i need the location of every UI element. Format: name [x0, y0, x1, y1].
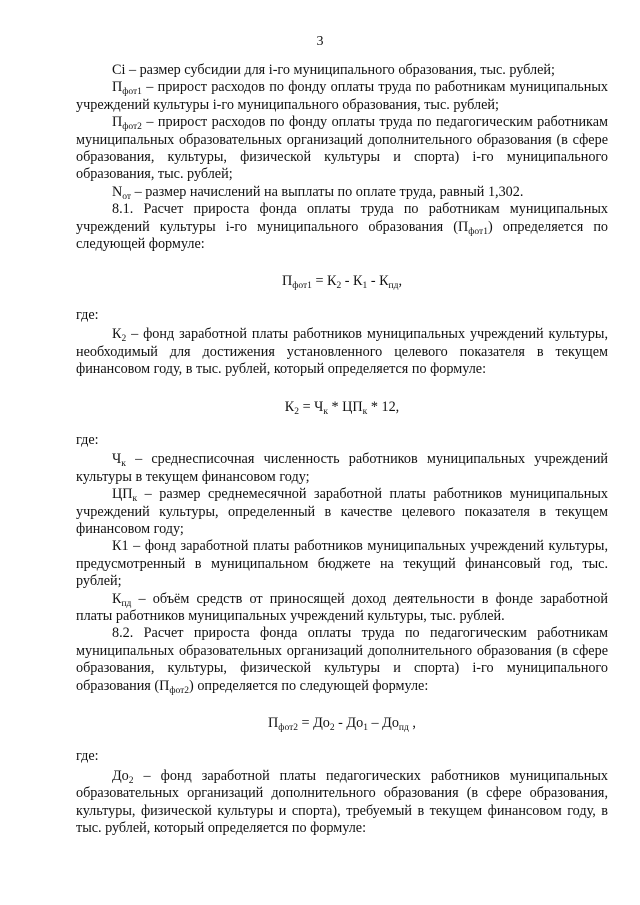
where-label: где: [76, 431, 99, 448]
subscript: от [122, 191, 132, 202]
subscript: 1 [362, 281, 368, 292]
definition-ci: Ci – размер субсидии для i-го муниципального образования, тыс. рублей; [112, 62, 555, 78]
subscript: фот2 [278, 723, 298, 733]
subscript: пд [398, 723, 409, 733]
definition-pfot1: $П_{фот1}$ – прирост расходов по фонду оплаты труда по работникам муниципальных учреждений культуры i-го муниципального образования, тыс. рублей; [76, 79, 608, 113]
subscript: фот2 [122, 122, 142, 133]
formula-k2: $К_2 = Ч_к * ЦП_к * 12$, [284, 398, 400, 417]
definition-not: $N_{от}$ – размер начислений на выплаты по оплате труда, равный 1,302. [112, 183, 524, 202]
formula-pfot1: $П_{фот1} = К_2 - К_1 - К_{пд}$, [281, 273, 403, 292]
clause-8-1: 8.1. Расчет прироста фонда оплаты труда по работникам муниципальных учреждений культуры i-го муниципального образования $(П_{фот1})$ определяется по следующей формуле: [76, 201, 609, 253]
subscript: фот2 [169, 685, 190, 696]
subscript: 2 [121, 334, 127, 345]
subscript: к [323, 406, 328, 417]
subscript: 2 [294, 406, 300, 417]
subscript: к [121, 459, 126, 470]
definition-chk: $Ч_к$ – среднесписочная численность работников муниципальных учреждений культуры в текущем финансовом году; [76, 451, 608, 485]
subscript: 2 [336, 281, 342, 292]
formula-pfot2: $П_{фот2} = До_2 - До_1 - До_{пд}$ , [268, 715, 416, 733]
definition-kpd: $К_{пд}$ – объём средств от приносящей доход деятельности в фонде заработной платы работников муниципальных учреждений культуры, тыс. рублей. [76, 590, 608, 624]
clause-8-2: 8.2. Расчет прироста фонда оплаты труда по педагогическим работникам муниципальных образовательных организаций дополнительного образования (в сфере образования, культуры, физической культуры и спорта) i-го муниципального образования $(П_{фот2})$ определяется по следующей формуле: [76, 625, 608, 696]
definition-pfot2: $П_{фот2}$ – прирост расходов по фонду оплаты труда по педагогическим работникам муниципальных образовательных организаций дополнительного образования (в сфере образования, культуры, физической культуры и спорта) i-го муниципального образования, тыс. рублей; [76, 114, 608, 183]
where-label: где: [76, 306, 99, 323]
subscript: пд [388, 281, 399, 292]
subscript: 1 [363, 723, 368, 733]
subscript: 2 [128, 775, 134, 786]
subscript: 2 [329, 723, 335, 733]
page-number: 3 [316, 34, 324, 49]
definition-cpk: $ЦП_к$ – размер среднемесячной заработной платы работников муниципальных учреждений культуры, определенный в качестве целевого показателя в текущем финансовом году; [76, 486, 608, 537]
subscript: к [362, 406, 368, 417]
subscript: фот1 [292, 281, 312, 292]
definition-k2: $К_2$ – фонд заработной платы работников муниципальных учреждений культуры, необходимый для достижения установленного целевого показателя в текущем финансовом году, в тыс. рублей, который определяется по формуле: [76, 326, 608, 378]
document-body [76, 62, 608, 837]
definition-k1: К1 – фонд заработной платы работников муниципальных учреждений культуры, предусмотренный в муниципальном бюджете на текущий финансовый год, тыс. рублей; [76, 538, 608, 590]
definition-do2: $До_2$ – фонд заработной платы педагогических работников муниципальных образовательных организаций дополнительного образования (в сфере образования, культуры, физической культуры и спорта), требуемый в текущем финансовом году, в тыс. рублей, который определяется по формуле: [76, 767, 608, 837]
subscript: к [132, 494, 138, 505]
subscript: пд [121, 598, 132, 609]
where-label: где: [76, 748, 99, 765]
subscript: фот1 [468, 226, 488, 237]
subscript: фот1 [122, 87, 142, 98]
